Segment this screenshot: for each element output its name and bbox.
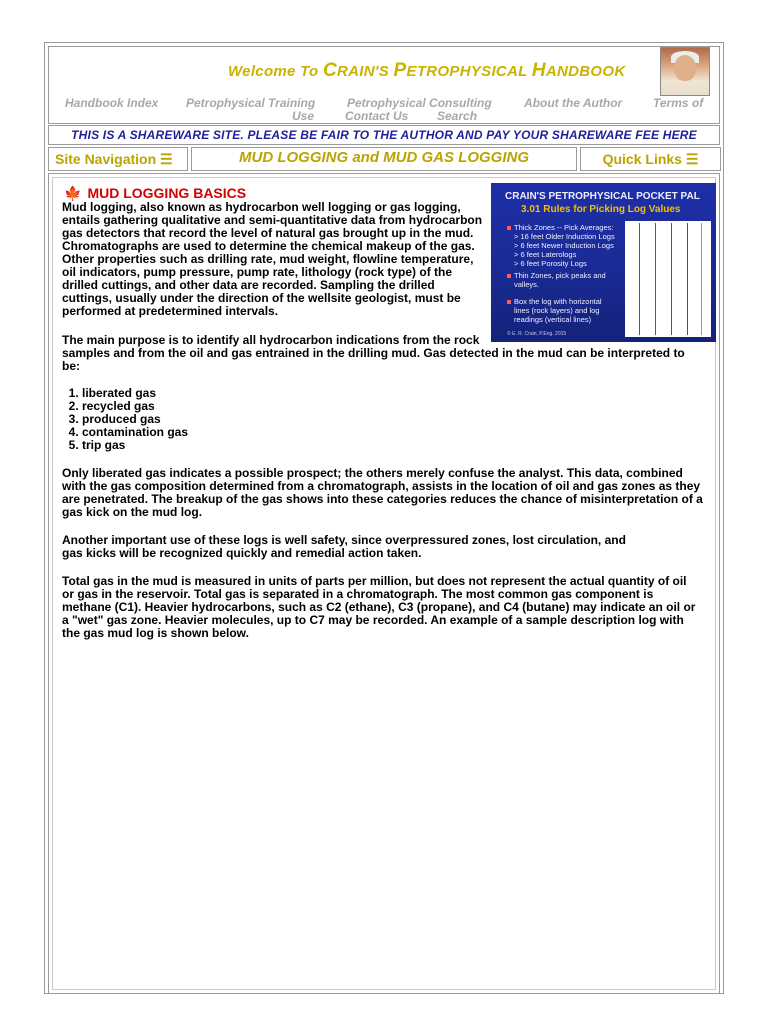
log-track-line	[655, 223, 656, 335]
text-line: oil indicators, pump pressure, pump rate, lithology (rock type) of the	[62, 265, 453, 279]
section-heading-text: MUD LOGGING BASICS	[87, 185, 247, 201]
quick-links-button[interactable]: Quick Links ☰	[580, 147, 721, 171]
paragraph-total-gas	[62, 575, 717, 640]
log-track-line	[701, 223, 702, 335]
nav-link-contact-us[interactable]: Contact Us	[345, 109, 409, 123]
text-line: cuttings, usually under the direction of the wellsite geologist, must be	[62, 291, 461, 305]
welcome-prefix: Welcome To	[228, 63, 319, 80]
nav-link-terms-of-use-cont[interactable]: Use	[292, 109, 315, 123]
promo-copyright: © E. R. Crain, P.Eng. 2015	[507, 331, 567, 337]
text-line: a "wet" gas zone. Heavier molecules, up to C7 may be recorded. An example of a sample description log with	[62, 613, 684, 627]
title-rest: RAIN'S	[337, 63, 390, 80]
paragraph-well-safety	[62, 534, 712, 560]
text-line: drilled cuttings, and other data are recorded. Sampling the drilled	[62, 278, 435, 292]
log-track-line	[639, 223, 640, 335]
list-item: 3. produced gas	[82, 413, 362, 426]
nav-link-search[interactable]: Search	[437, 109, 478, 123]
text-line: Another important use of these logs is well safety, since overpressured zones, lost circulation, and	[62, 533, 626, 547]
author-photo[interactable]	[660, 47, 710, 96]
nav-link-petrophysical-consulting[interactable]: Petrophysical Consulting	[347, 96, 492, 110]
text-line: methane (C1). Heavier hydrocarbons, such as C2 (ethane), C3 (propane), and C4 (butane) may indicate an oil or	[62, 600, 696, 614]
title-initial: C	[323, 60, 338, 81]
page-title: MUD LOGGING and MUD GAS LOGGING	[191, 147, 577, 171]
text-line: The main purpose is to identify all hydrocarbon indications from the rock	[62, 333, 480, 347]
author-face	[674, 55, 696, 81]
bullet-icon	[507, 274, 511, 278]
paragraph-liberated-gas	[62, 467, 717, 519]
title-rest: ETROPHYSICAL	[406, 63, 528, 80]
shareware-banner[interactable]: THIS IS A SHAREWARE SITE. PLEASE BE FAIR TO THE AUTHOR AND PAY YOUR SHAREWARE FEE HERE	[48, 125, 720, 145]
text-line: gas kick on the mud log.	[62, 505, 203, 519]
text-line: the gas mud log is shown below.	[62, 626, 249, 640]
title-rest: ANDBOOK	[545, 63, 626, 80]
site-navigation-button[interactable]: Site Navigation ☰	[48, 147, 188, 171]
title-initial: P	[393, 60, 407, 81]
text-line: Chromatographs are used to determine the chemical makeup of the gas.	[62, 239, 475, 253]
text-line: gas kicks will be recognized quickly and remedial action taken.	[62, 546, 422, 560]
text-line: Other properties such as drilling rate, mud weight, flowline temperature,	[62, 252, 474, 266]
promo-bullet-thick-zones: Thick Zones -- Pick Averages: > 16 feet Older Induction Logs > 6 feet Newer Induction Logs > 6 feet Laterologs > 6 feet Porosity Logs	[507, 223, 615, 268]
nav-link-about-author[interactable]: About the Author	[524, 96, 623, 110]
text-line: Total gas in the mud is measured in units of parts per million, but does not represent the actual quantity of oil	[62, 574, 687, 588]
bullet-icon	[507, 226, 511, 230]
list-item: 2. recycled gas	[82, 400, 362, 413]
text-line: samples and from the oil and gas entrained in the drilling mud. Gas detected in the mud can be interpreted to	[62, 346, 685, 360]
paragraph-intro	[62, 201, 492, 318]
gas-type-list	[62, 387, 362, 452]
list-item: 4. contamination gas	[82, 426, 362, 439]
list-item: 1. liberated gas	[82, 387, 362, 400]
log-chart-graphic	[625, 221, 711, 337]
text-line: entails gathering qualitative and semi-quantitative data from hydrocarbon	[62, 213, 483, 227]
text-line: are penetrated. The breakup of the gas shows into these categories reduces the chance of misinterpretation of a	[62, 492, 703, 506]
promo-bullet-thin-zones: Thin Zones, pick peaks and valleys.	[507, 271, 606, 289]
text-line: performed at predetermined intervals.	[62, 304, 279, 318]
nav-link-petrophysical-training[interactable]: Petrophysical Training	[186, 96, 316, 110]
pocket-pal-promo-image[interactable]	[491, 183, 716, 342]
title-initial: H	[531, 60, 546, 81]
text-line: with the gas composition determined from a chromatograph, assists in the location of oil and gas zones as they	[62, 479, 701, 493]
promo-subtitle: 3.01 Rules for Picking Log Values	[521, 204, 681, 215]
maple-leaf-icon: 🍁	[64, 185, 82, 201]
text-line: Mud logging, also known as hydrocarbon well logging or gas logging,	[62, 200, 461, 214]
log-track-line	[687, 223, 688, 335]
nav-link-handbook-index[interactable]: Handbook Index	[65, 96, 159, 110]
text-line: or gas in the reservoir. Total gas is separated in a chromatograph. The most common gas component is	[62, 587, 654, 601]
promo-title: CRAIN'S PETROPHYSICAL POCKET PAL	[505, 191, 700, 202]
text-line: be:	[62, 359, 80, 373]
site-title[interactable]	[228, 60, 658, 82]
nav-link-terms-of-use[interactable]: Terms of	[653, 96, 704, 110]
text-line: Only liberated gas indicates a possible prospect; the others merely confuse the analyst. This data, combined	[62, 466, 683, 480]
bullet-icon	[507, 300, 511, 304]
promo-bullet-box-log: Box the log with horizontal lines (rock layers) and log readings (vertical lines)	[507, 297, 602, 324]
paragraph-purpose	[62, 334, 712, 373]
text-line: gas detectors that record the level of natural gas brought up in the mud.	[62, 226, 474, 240]
list-item: 5. trip gas	[82, 439, 362, 452]
log-track-line	[671, 223, 672, 335]
